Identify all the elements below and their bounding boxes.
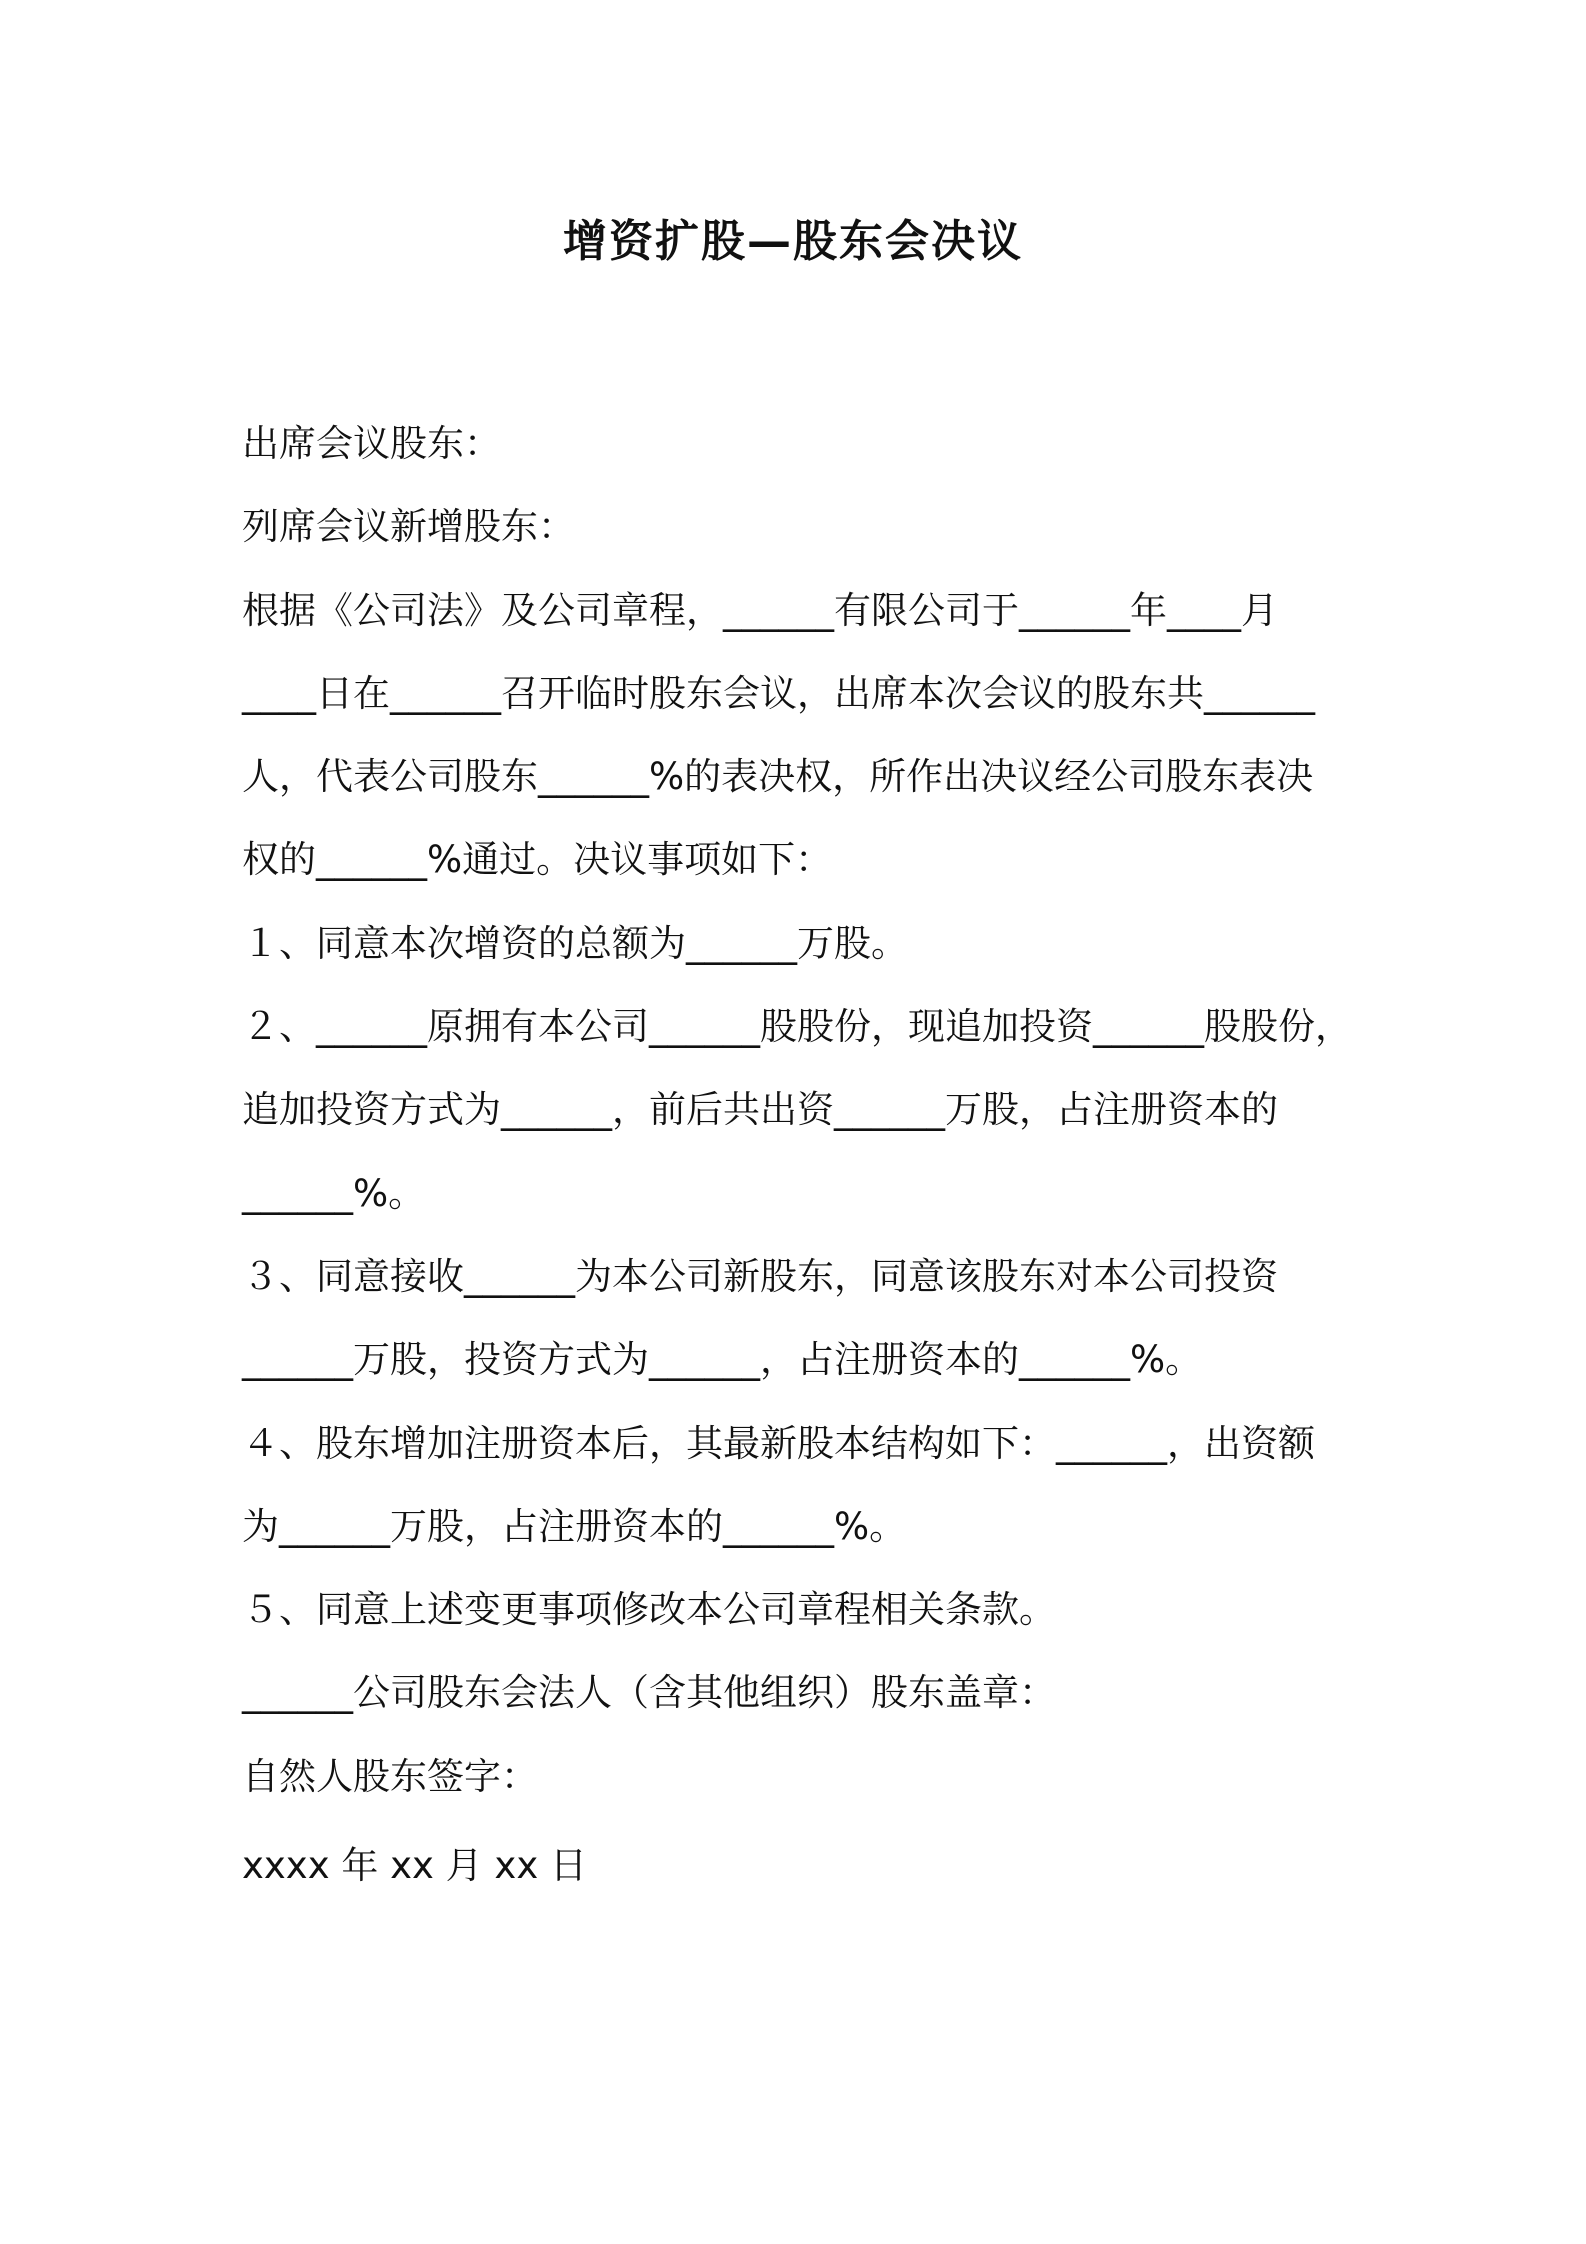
resolution-item-2: ２、______原拥有本公司______股股份，现追加投资______股股份， — [242, 1005, 1352, 1049]
resolution-item-4: ４、股东增加注册资本后，其最新股本结构如下：______，出资额 — [242, 1421, 1315, 1465]
resolution-item-1: １、同意本次增资的总额为______万股。 — [242, 921, 908, 965]
attending-shareholders-line: 出席会议股东： — [242, 422, 501, 465]
paragraph-line: ____日在______召开临时股东会议，出席本次会议的股东共______ — [242, 671, 1315, 715]
paragraph-line: 根据《公司法》及公司章程，______有限公司于______年____月 — [242, 588, 1278, 632]
paragraph-line: 人，代表公司股东______%的表决权，所作出决议经公司股东表决 — [242, 755, 1314, 799]
resolution-item-3: ３、同意接收______为本公司新股东，同意该股东对本公司投资 — [242, 1254, 1278, 1298]
date-line: xxxx 年 xx 月 xx 日 — [242, 1844, 587, 1888]
paragraph-line: 权的______%通过。决议事项如下： — [242, 838, 833, 882]
new-shareholders-line: 列席会议新增股东： — [242, 505, 575, 549]
resolution-item-4-cont: 为______万股，占注册资本的______%。 — [242, 1504, 907, 1548]
natural-person-signature-line: 自然人股东签字： — [242, 1754, 538, 1798]
document-title: 增资扩股—股东会决议 — [563, 216, 1023, 267]
resolution-item-2-cont: 追加投资方式为______，前后共出资______万股，占注册资本的 — [242, 1088, 1278, 1132]
resolution-item-5: ５、同意上述变更事项修改本公司章程相关条款。 — [242, 1588, 1056, 1632]
resolution-item-2-cont: ______%。 — [242, 1171, 426, 1215]
document-body — [242, 402, 1354, 1907]
resolution-item-3-cont: ______万股，投资方式为______，占注册资本的______%。 — [242, 1338, 1203, 1382]
corporate-seal-line: ______公司股东会法人（含其他组织）股东盖章： — [242, 1671, 1056, 1715]
